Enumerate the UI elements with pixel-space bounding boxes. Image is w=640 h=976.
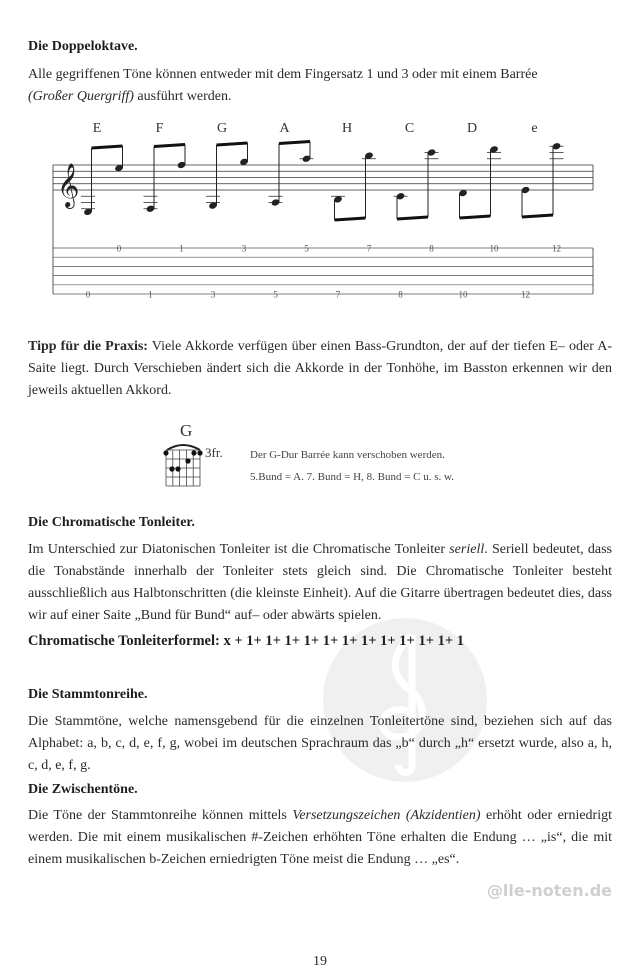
note-name: G — [216, 121, 228, 136]
text: Die Töne der Stammtonreihe können mittels — [28, 808, 293, 823]
music-notation — [0, 110, 640, 310]
chord-name: G — [180, 421, 193, 440]
beam — [335, 218, 366, 220]
tab-number: 8 — [398, 289, 403, 300]
finger-dots — [163, 450, 202, 471]
formula: Chromatische Tonleiterformel: x + 1+ 1+ 1+ 1+ 1+ 1+ 1+ 1+ 1+ 1+ 1+ 1 — [28, 633, 464, 649]
tab-number: 7 — [366, 243, 372, 254]
paragraph-zwischentoene — [28, 805, 612, 871]
text: ausführt werden. — [133, 89, 232, 104]
italic-text: (Großer Quergriff) — [28, 89, 134, 104]
italic-text: Versetzungszeichen (Akzidentien) — [292, 808, 481, 823]
chord-caption-2: 5.Bund = A. 7. Bund = H, 8. Bund = C u. s. w. — [250, 471, 454, 483]
tab-number: 0 — [85, 289, 91, 300]
beam — [154, 145, 185, 147]
page-number: 19 — [313, 954, 327, 969]
text: . Seriell bedeutet, dass die Tonabstände innerhalb der Tonleiter stets gleich sind. Die Chromatische Tonleiter besteht ausschließlich aus Halbtonschritten (die kleinste Einheit). Auf die Gitarre übertragen bedeutet dies, dass wir auf einer Saite „Bund für Bund“ auf– oder abwärts spielen. — [28, 542, 612, 623]
note-name: H — [341, 121, 353, 136]
beam — [92, 146, 123, 148]
paragraph-stammtonreihe: Die Stammtöne, welche namensgebend für die einzelnen Tonleitertöne sind, beziehen sich auf das Alphabet: a, b, c, d, e, f, g, wobei im deutschen Sprachraum das „b“ durch „h“ ersetzt wurde, also a, h, c, d, e, f, g. — [28, 714, 612, 773]
chord-diagram-g — [160, 418, 250, 498]
tab-number: 5 — [304, 243, 309, 254]
note-name: C — [404, 121, 415, 136]
tab-number: 3 — [241, 243, 247, 254]
chord-caption-1: Der G-Dur Barrée kann verschoben werden. — [250, 449, 445, 461]
beam — [460, 216, 491, 218]
italic-text: seriell — [449, 542, 485, 557]
heading-stammtonreihe: Die Stammtonreihe. — [28, 687, 148, 702]
text: Viele Akkorde verfügen über einen Bass-Grundton, der auf der tiefen E– oder A-Saite liegt. Durch Verschieben ändert sich die Akkorde in der Tonhöhe, im Basston erkennen wir den jeweils aktuellen Akkord. — [28, 339, 612, 398]
tab-number: 12 — [552, 243, 561, 254]
beam — [279, 142, 310, 144]
note-name: A — [279, 121, 290, 136]
note-name: D — [466, 121, 478, 136]
tab-number: 10 — [489, 243, 499, 254]
note-name: F — [155, 121, 164, 136]
heading-chromatische-tonleiter: Die Chromatische Tonleiter. — [28, 515, 195, 530]
tab-number: 1 — [148, 289, 153, 300]
beam — [522, 215, 553, 217]
heading-doppeloktave: Die Doppeloktave. — [28, 39, 138, 54]
barre-arc — [167, 445, 200, 450]
tab-number: 12 — [521, 289, 530, 300]
tip-label: Tipp für die Praxis: — [28, 339, 148, 354]
beam — [217, 143, 248, 145]
note-name: E — [92, 121, 102, 136]
tab-number: 1 — [179, 243, 184, 254]
paragraph-tipp — [28, 336, 612, 402]
tab-number: 5 — [273, 289, 278, 300]
treble-clef-icon: 𝄞 — [57, 165, 80, 207]
tab-number: 0 — [116, 243, 122, 254]
fret-label: 3fr. — [205, 445, 223, 460]
tab-number: 7 — [335, 289, 341, 300]
heading-zwischentoene: Die Zwischentöne. — [28, 782, 138, 797]
watermark-text: @lle-noten.de — [486, 881, 612, 900]
tab-number: 8 — [429, 243, 434, 254]
note-name: e — [531, 121, 538, 136]
paragraph-doppeloktave — [28, 64, 612, 108]
tab-number: 10 — [458, 289, 468, 300]
beam — [397, 217, 428, 219]
paragraph-chromatisch — [28, 539, 612, 627]
text: erhöht oder erniedrigt werden. Die mit einem musikalischen #-Zeichen erhöhten Töne erhalten die Endung … „is“, die mit einem musikalischen b-Zeichen erniedrigten Töne meist die Endung … „es“. — [28, 808, 612, 867]
text: Im Unterschied zur Diatonischen Tonleiter ist die Chromatische Tonleiter — [28, 542, 450, 557]
text: Alle gegriffenen Töne können entweder mit dem Fingersatz 1 und 3 oder mit einem Barrée — [28, 67, 538, 82]
chord-block — [0, 418, 640, 498]
tab-number: 3 — [210, 289, 216, 300]
